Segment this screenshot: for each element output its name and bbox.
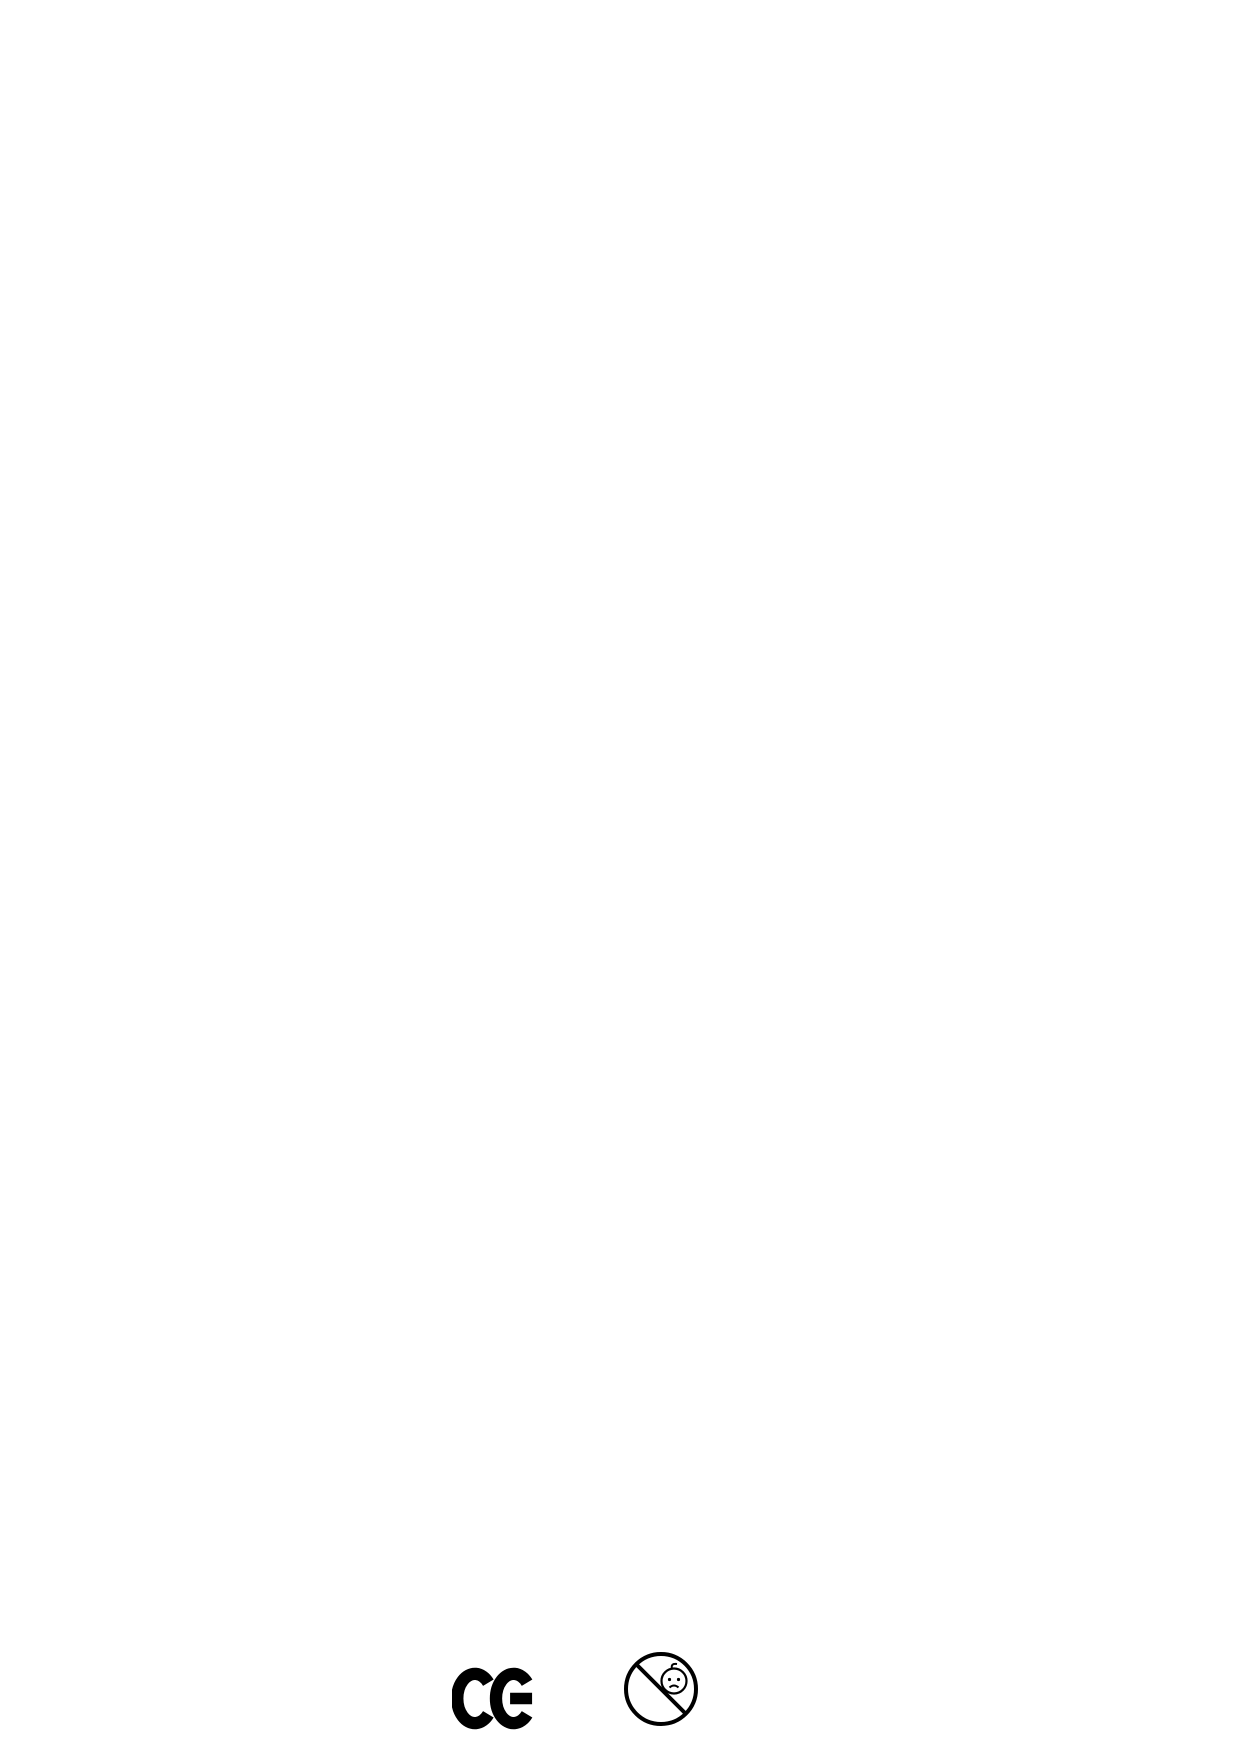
baby-face-icon: [662, 1664, 687, 1694]
age-warning-0-3-icon: [622, 1650, 700, 1728]
ce-mark-icon: [452, 1664, 540, 1733]
ean13-barcode: [432, 1588, 748, 1652]
